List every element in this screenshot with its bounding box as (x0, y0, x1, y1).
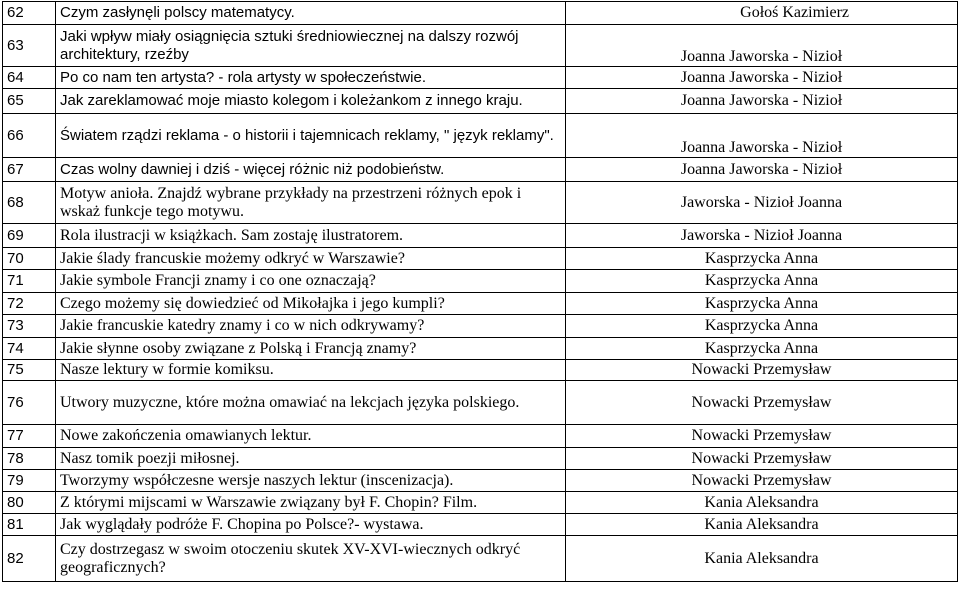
table-row (3, 381, 958, 425)
topic-title: Motyw anioła. Znajdź wybrane przykłady na przestrzeni różnych epok i wskaż funkcje tego motywu. (56, 182, 566, 224)
row-number: 66 (3, 114, 56, 158)
table-row (3, 158, 958, 182)
topic-title: Nasze lektury w formie komiksu. (56, 360, 566, 381)
row-number: 64 (3, 67, 56, 89)
teacher-name: Nowacki Przemysław (566, 360, 958, 381)
teacher-name: Joanna Jaworska - Nizioł (566, 67, 958, 89)
teacher-name: Kasprzycka Anna (566, 248, 958, 270)
teacher-name: Kania Aleksandra (566, 492, 958, 514)
row-number: 80 (3, 492, 56, 514)
table-row (3, 89, 958, 114)
table-row (3, 182, 958, 224)
topic-title: Nasz tomik poezji miłosnej. (56, 448, 566, 470)
table-row (3, 248, 958, 270)
teacher-name: Nowacki Przemysław (566, 470, 958, 492)
table-row (3, 514, 958, 536)
teacher-name: Joanna Jaworska - Nizioł (566, 25, 958, 67)
row-number: 71 (3, 270, 56, 293)
teacher-name: Jaworska - Nizioł Joanna (566, 224, 958, 248)
teacher-name: Jaworska - Nizioł Joanna (566, 182, 958, 224)
topic-title: Po co nam ten artysta? - rola artysty w społeczeństwie. (56, 67, 566, 89)
table-row (3, 536, 958, 582)
row-number: 79 (3, 470, 56, 492)
topic-title: Czym zasłynęli polscy matematycy. (56, 2, 566, 25)
topic-title: Jaki wpływ miały osiągnięcia sztuki średniowiecznej na dalszy rozwój architektury, rzeźby (56, 25, 566, 67)
row-number: 81 (3, 514, 56, 536)
teacher-name: Kasprzycka Anna (566, 293, 958, 315)
table-row (3, 338, 958, 360)
table-row (3, 425, 958, 448)
table-row (3, 492, 958, 514)
topic-title: Rola ilustracji w książkach. Sam zostaję ilustratorem. (56, 224, 566, 248)
topic-title: Jakie symbole Francji znamy i co one oznaczają? (56, 270, 566, 293)
table-row (3, 114, 958, 158)
topic-title: Czas wolny dawniej i dziś - więcej różnic niż podobieństw. (56, 158, 566, 182)
row-number: 67 (3, 158, 56, 182)
teacher-name: Joanna Jaworska - Nizioł (566, 89, 958, 114)
teacher-name: Kania Aleksandra (566, 536, 958, 582)
row-number: 63 (3, 25, 56, 67)
teacher-name: Nowacki Przemysław (566, 425, 958, 448)
topic-title: Nowe zakończenia omawianych lektur. (56, 425, 566, 448)
topic-title: Z którymi mijscami w Warszawie związany był F. Chopin? Film. (56, 492, 566, 514)
table-row (3, 224, 958, 248)
row-number: 70 (3, 248, 56, 270)
teacher-name: Kasprzycka Anna (566, 270, 958, 293)
row-number: 69 (3, 224, 56, 248)
row-number: 75 (3, 360, 56, 381)
row-number: 73 (3, 315, 56, 338)
topic-title: Jakie francuskie katedry znamy i co w nich odkrywamy? (56, 315, 566, 338)
topic-title: Tworzymy współczesne wersje naszych lektur (inscenizacja). (56, 470, 566, 492)
row-number: 76 (3, 381, 56, 425)
teacher-name: Joanna Jaworska - Nizioł (566, 158, 958, 182)
topic-title: Czy dostrzegasz w swoim otoczeniu skutek XV-XVI-wiecznych odkryć geograficznych? (56, 536, 566, 582)
topic-title: Jak wyglądały podróże F. Chopina po Polsce?- wystawa. (56, 514, 566, 536)
teacher-name: Kasprzycka Anna (566, 315, 958, 338)
row-number: 78 (3, 448, 56, 470)
row-number: 74 (3, 338, 56, 360)
teacher-name: Gołoś Kazimierz (566, 2, 958, 25)
row-number: 62 (3, 2, 56, 25)
table-row (3, 470, 958, 492)
row-number: 77 (3, 425, 56, 448)
topics-table (2, 1, 958, 582)
topic-title: Jakie słynne osoby związane z Polską i Francją znamy? (56, 338, 566, 360)
row-number: 68 (3, 182, 56, 224)
teacher-name: Joanna Jaworska - Nizioł (566, 114, 958, 158)
table-row (3, 315, 958, 338)
row-number: 65 (3, 89, 56, 114)
topic-title: Jak zareklamować moje miasto kolegom i koleżankom z innego kraju. (56, 89, 566, 114)
table-row (3, 293, 958, 315)
teacher-name: Nowacki Przemysław (566, 381, 958, 425)
row-number: 82 (3, 536, 56, 582)
table-row (3, 360, 958, 381)
teacher-name: Kasprzycka Anna (566, 338, 958, 360)
teacher-name: Nowacki Przemysław (566, 448, 958, 470)
table-row (3, 448, 958, 470)
topic-title: Światem rządzi reklama - o historii i tajemnicach reklamy, " język reklamy". (56, 114, 566, 158)
topic-title: Jakie ślady francuskie możemy odkryć w Warszawie? (56, 248, 566, 270)
row-number: 72 (3, 293, 56, 315)
table-row (3, 270, 958, 293)
table-row (3, 2, 958, 25)
teacher-name: Kania Aleksandra (566, 514, 958, 536)
topic-title: Czego możemy się dowiedzieć od Mikołajka i jego kumpli? (56, 293, 566, 315)
table-row (3, 25, 958, 67)
topic-title: Utwory muzyczne, które można omawiać na lekcjach języka polskiego. (56, 381, 566, 425)
table-row (3, 67, 958, 89)
